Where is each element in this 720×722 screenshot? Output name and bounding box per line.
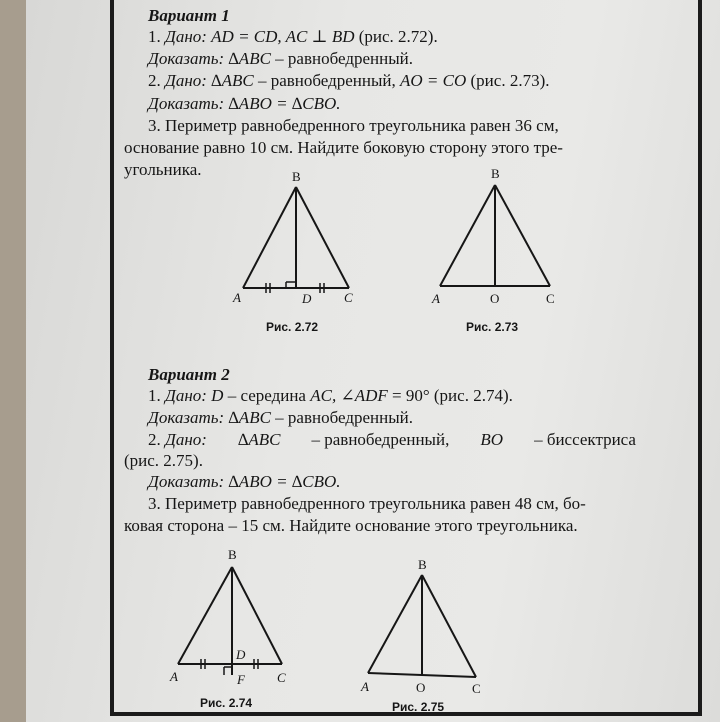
label-F: F xyxy=(237,672,245,687)
label-C: C xyxy=(277,670,286,685)
variant2-problem3-line1: 3. Периметр равнобедренного треугольника равен 48 см, бо- xyxy=(148,494,586,513)
caption-2-72: Рис. 2.72 xyxy=(266,320,319,334)
label-B: B xyxy=(292,169,301,184)
variant2-problem1-prove: Доказать: ∆ABC – равнобедренный. xyxy=(148,408,413,427)
variant2-problem3-line2: ковая сторона – 15 см. Найдите основание этого треугольника. xyxy=(124,516,578,535)
label-C: C xyxy=(546,291,555,306)
figure-2-74-shape xyxy=(178,567,282,675)
variant2-title: Вариант 2 xyxy=(148,365,230,384)
variant1-problem1-given: 1. Дано: AD = CD, AC ⊥ BD (рис. 2.72). xyxy=(148,27,438,46)
variant1-problem2-prove: Доказать: ∆ABO = ∆CBO. xyxy=(148,94,341,113)
label-B: B xyxy=(418,557,427,572)
figure-2-75 xyxy=(358,555,498,705)
variant1-problem1-prove: Доказать: ∆ABC – равнобедренный. xyxy=(148,49,413,68)
label-B: B xyxy=(228,547,237,562)
label-A: A xyxy=(233,290,241,305)
figure-2-72 xyxy=(230,165,370,315)
label-O: O xyxy=(490,291,500,306)
figure-2-72-shape xyxy=(243,187,349,293)
label-A: A xyxy=(170,669,178,684)
label-C: C xyxy=(344,290,353,305)
variant2-problem2-ref: (рис. 2.75). xyxy=(124,451,203,470)
variant1-problem3-line2: основание равно 10 см. Найдите боковую сторону этого тре- xyxy=(124,138,563,157)
caption-2-75: Рис. 2.75 xyxy=(392,700,445,714)
label-D: D xyxy=(236,647,246,662)
variant1-problem3-line3: угольника. xyxy=(124,160,202,179)
label-D: D xyxy=(302,291,312,306)
label-A: A xyxy=(432,291,440,306)
label-A: A xyxy=(361,679,369,694)
desk-background xyxy=(0,0,26,722)
label-C: C xyxy=(472,681,481,696)
caption-2-73: Рис. 2.73 xyxy=(466,320,519,334)
variant2-problem2-given: 2. Дано: ∆ABC – равнобедренный, BO – биссектриса xyxy=(148,430,636,449)
caption-2-74: Рис. 2.74 xyxy=(200,696,253,710)
variant1-problem2-given: 2. Дано: ∆ABC – равнобедренный, AO = CO (рис. 2.73). xyxy=(148,71,550,90)
variant2-problem2-prove: Доказать: ∆ABO = ∆CBO. xyxy=(148,472,341,491)
figure-2-73 xyxy=(428,165,568,315)
figure-2-75-shape xyxy=(368,575,476,677)
label-B: B xyxy=(491,166,500,181)
variant2-problem1-given: 1. Дано: D – середина AC, ∠ADF = 90° (рис. 2.74). xyxy=(148,386,513,405)
figure-2-74 xyxy=(166,545,296,695)
figure-2-73-shape xyxy=(440,185,550,286)
variant1-title: Вариант 1 xyxy=(148,6,230,25)
variant1-problem3-line1: 3. Периметр равнобедренного треугольника равен 36 см, xyxy=(148,116,559,135)
label-O: O xyxy=(416,680,426,695)
